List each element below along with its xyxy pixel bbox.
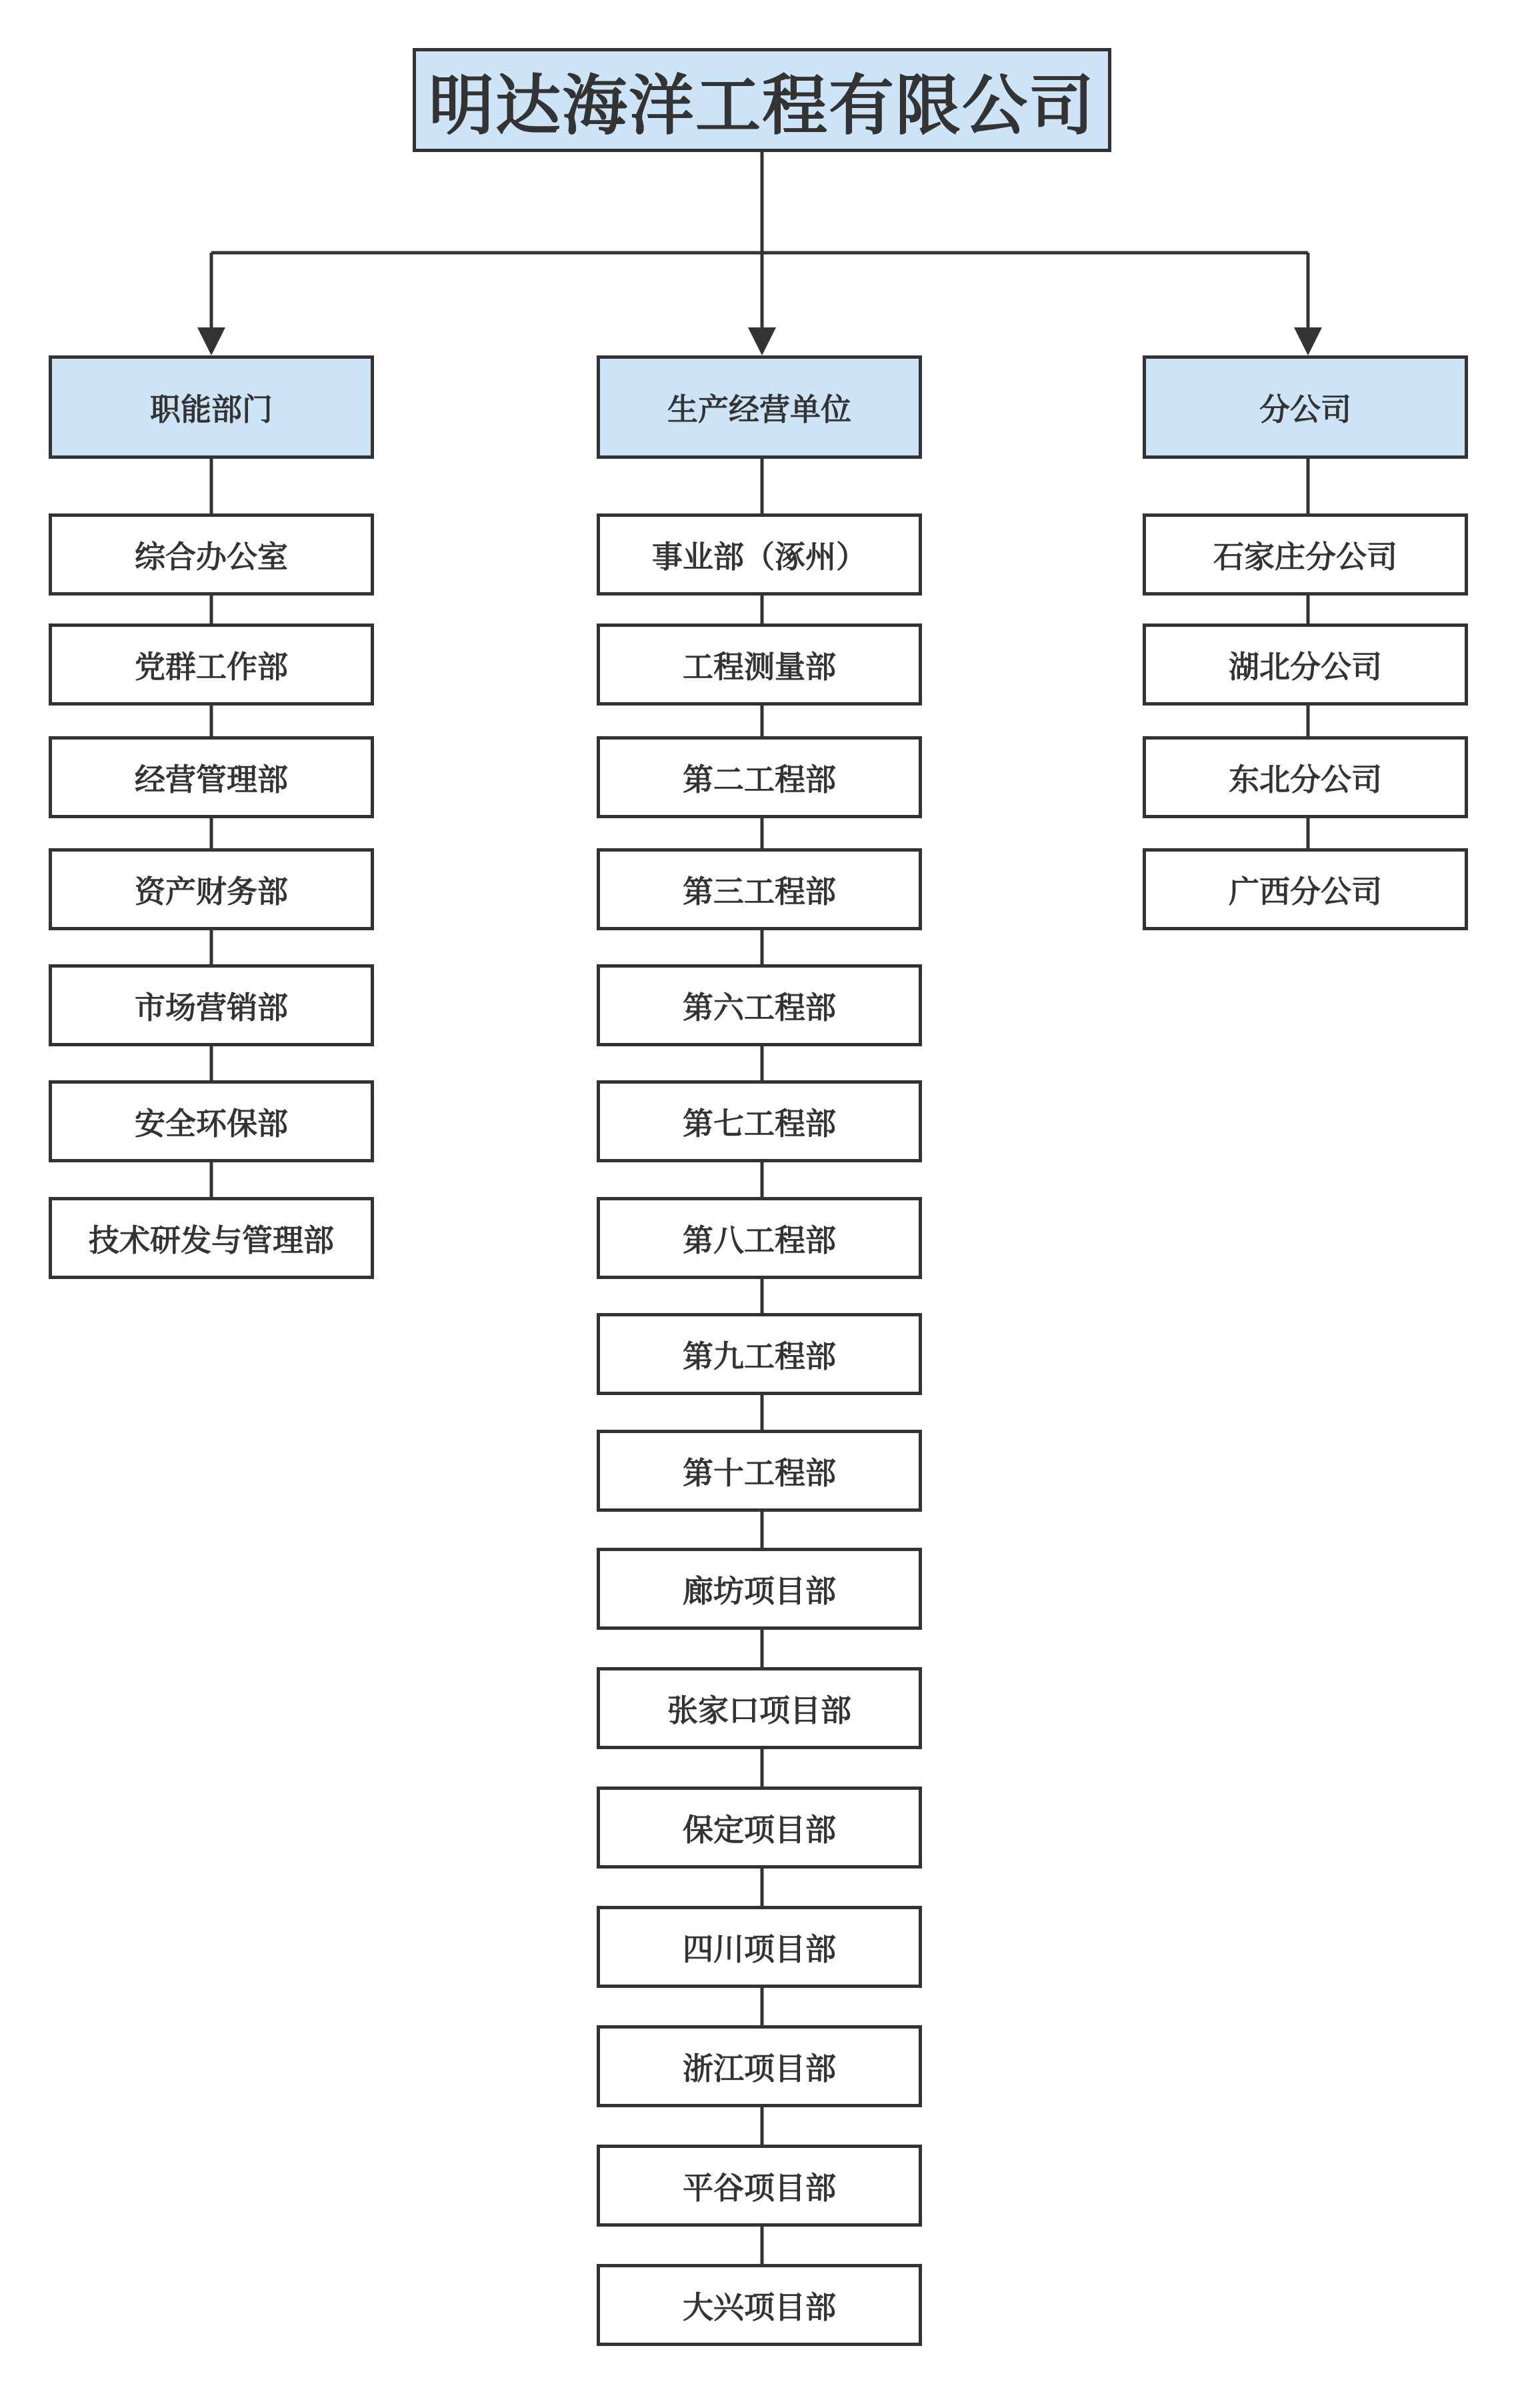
production-unit-node[interactable]: 工程测量部 bbox=[597, 624, 922, 706]
production-unit-node[interactable]: 第二工程部 bbox=[597, 736, 922, 818]
production-unit-node[interactable]: 第七工程部 bbox=[597, 1080, 922, 1162]
production-unit-node[interactable]: 第六工程部 bbox=[597, 964, 922, 1046]
department-node[interactable]: 综合办公室 bbox=[49, 513, 374, 595]
production-unit-node[interactable]: 张家口项目部 bbox=[597, 1667, 922, 1749]
production-unit-node[interactable]: 大兴项目部 bbox=[597, 2264, 922, 2346]
company-title: 明达海洋工程有限公司 bbox=[428, 67, 1095, 144]
production-unit-node[interactable]: 第八工程部 bbox=[597, 1197, 922, 1279]
department-node[interactable]: 市场营销部 bbox=[49, 964, 374, 1046]
department-node[interactable]: 经营管理部 bbox=[49, 736, 374, 818]
branch-company-node[interactable]: 石家庄分公司 bbox=[1143, 513, 1468, 595]
branch-title: 生产经营单位 bbox=[667, 391, 851, 427]
arrowhead-branch-companies bbox=[1294, 327, 1322, 355]
production-unit-node[interactable]: 四川项目部 bbox=[597, 1906, 922, 1988]
production-unit-node[interactable]: 第九工程部 bbox=[597, 1313, 922, 1395]
arrowhead-functional-departments bbox=[197, 327, 225, 355]
branch-company-node[interactable]: 广西分公司 bbox=[1143, 848, 1468, 930]
branch-production-units[interactable] bbox=[597, 355, 922, 459]
department-node[interactable]: 安全环保部 bbox=[49, 1080, 374, 1162]
production-unit-node[interactable]: 保定项目部 bbox=[597, 1786, 922, 1869]
branch-company-node[interactable]: 湖北分公司 bbox=[1143, 624, 1468, 706]
branch-title: 职能部门 bbox=[150, 391, 273, 427]
branch-title: 分公司 bbox=[1259, 391, 1351, 427]
production-unit-node[interactable]: 事业部（涿州） bbox=[597, 513, 922, 595]
production-unit-node[interactable]: 浙江项目部 bbox=[597, 2025, 922, 2107]
production-unit-node[interactable]: 第三工程部 bbox=[597, 848, 922, 930]
production-unit-node[interactable]: 廊坊项目部 bbox=[597, 1548, 922, 1630]
arrowhead-production-units bbox=[748, 327, 776, 355]
production-unit-node[interactable]: 平谷项目部 bbox=[597, 2145, 922, 2227]
department-node[interactable]: 资产财务部 bbox=[49, 848, 374, 930]
branch-functional-departments[interactable] bbox=[49, 355, 374, 459]
company-root-node[interactable] bbox=[413, 48, 1111, 152]
production-unit-node[interactable]: 第十工程部 bbox=[597, 1430, 922, 1512]
branch-companies[interactable] bbox=[1143, 355, 1468, 459]
department-node[interactable]: 党群工作部 bbox=[49, 624, 374, 706]
department-node[interactable]: 技术研发与管理部 bbox=[49, 1197, 374, 1279]
branch-company-node[interactable]: 东北分公司 bbox=[1143, 736, 1468, 818]
